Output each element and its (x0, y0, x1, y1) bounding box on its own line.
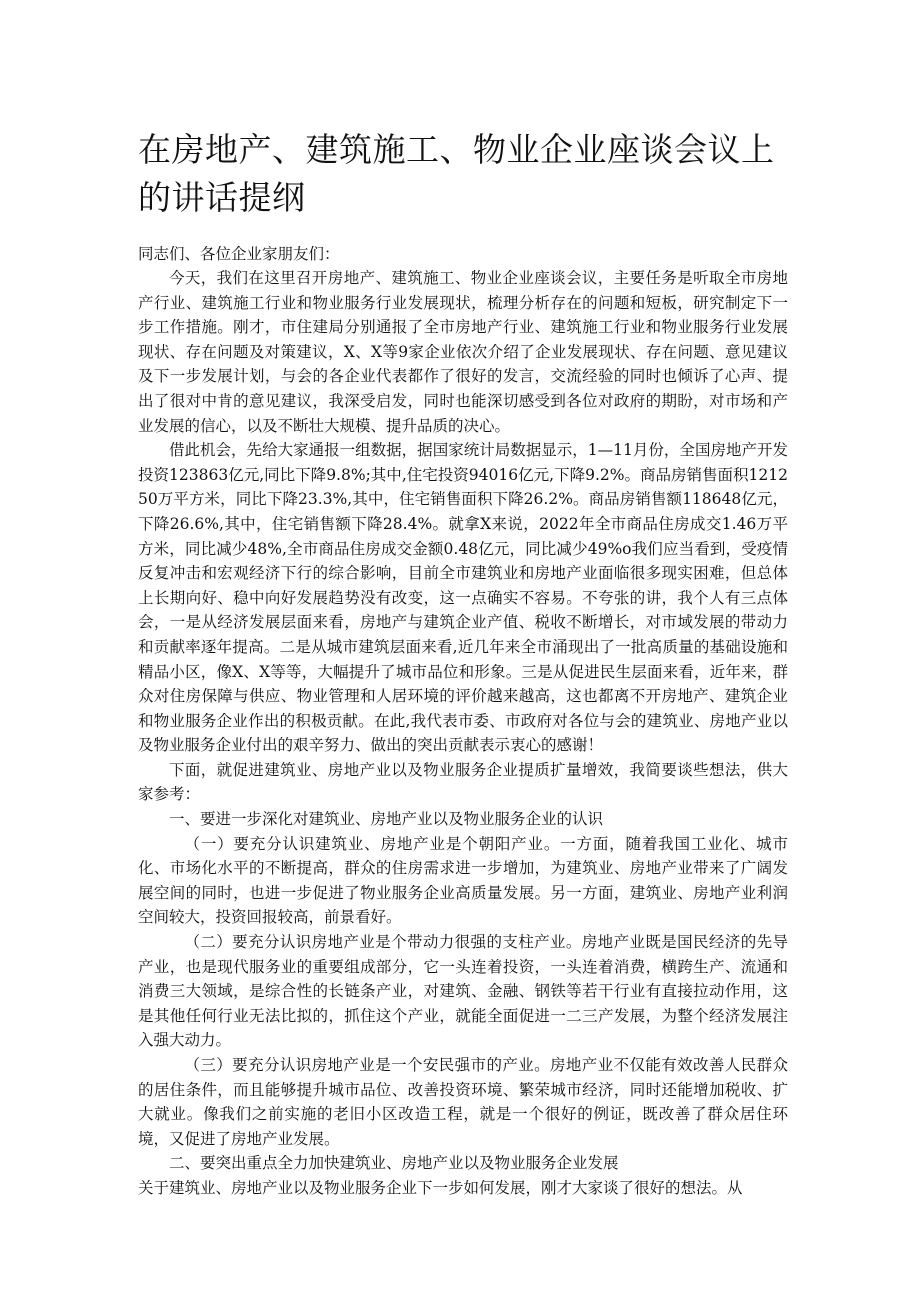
section1-item-3: （三）要充分认识房地产业是一个安民强市的产业。房地产业不仅能有效改善人民群众的居住条件，而且能够提升城市品位、改善投资环境、繁荣城市经济，同时还能增加税收、扩大就业。像我们之前实施的老旧小区改造工程，就是一个很好的例证，既改善了群众居住环境，又促进了房地产业发展。 (138, 1056, 788, 1148)
section-heading-2: 二、要突出重点全力加快建筑业、房地产业以及物业服务企业发展 (169, 1154, 619, 1173)
paragraph-opening: 今天，我们在这里召开房地产、建筑施工、物业企业座谈会议，主要任务是听取全市房地产行业、建筑施工行业和物业服务行业发展现状，梳理分析存在的问题和短板，研究制定下一步工作措施。刚才，市住建局分别通报了全市房地产行业、建筑施工行业和物业服务行业发展现状、存在问题及对策建议，X、X等9家企业依次介绍了企业发展现状、存在问题、意见建议及下一步发展计划，与会的各企业代表都作了很好的发言，交流经验的同时也倾诉了心声、提出了很对中肯的意见建议，我深受启发，同时也能深切感受到各位对政府的期盼，对市场和产业发展的信心，以及不断壮大规模、提升品质的决心。 (138, 269, 788, 435)
salutation: 同志们、各位企业家朋友们： (138, 245, 340, 263)
paragraph-statistics: 借此机会，先给大家通报一组数据，据国家统计局数据显示，1—11月份，全国房地产开发投资123863亿元,同比下降9.8%;其中,住宅投资94016亿元,下降9.2%。商品房销售面积121250万平方米，同比下降23.3%,其中，住宅销售面积下降26.2%。商品房销售额118648亿元，下降26.6%,其中，住宅销售额下降28.4%。就拿X来说，2022年全市商品住房成交1.46万平方米，同比减少48%,全市商品住房成交金额0.48亿元，同比减少49%o我们应当看到，受疫情反复冲击和宏观经济下行的综合影响，目前全市建筑业和房地产业面临很多现实困难，但总体上长期向好、稳中向好发展趋势没有改变，这一点确实不容易。不夸张的讲，我个人有三点体会，一是从经济发展层面来看，房地产与建筑企业产值、税收不断增长，对市域发展的带动力和贡献率逐年提高。二是从城市建筑层面来看,近几年来全市涌现出了一批高质量的基础设施和精品小区，像X、X等等，大幅提升了城市品位和形象。三是从促进民生层面来看，近年来，群众对住房保障与供应、物业管理和人居环境的评价越来越高，这也都离不开房地产、建筑企业和物业服务企业作出的积极贡献。在此,我代表市委、市政府对各位与会的建筑业、房地产业以及物业服务企业付出的艰辛努力、做出的突出贡献表示衷心的感谢！ (138, 441, 788, 755)
paragraph-transition: 下面，就促进建筑业、房地产业以及物业服务企业提质扩量增效，我简要谈些想法，供大家参考： (138, 760, 788, 804)
document-title: 在房地产、建筑施工、物业企业座谈会议上的讲话提纲 (138, 130, 775, 217)
section-heading-1: 一、要进一步深化对建筑业、房地产业以及物业服务企业的认识 (169, 810, 604, 829)
section2-paragraph: 关于建筑业、房地产业以及物业服务企业下一步如何发展，刚才大家谈了很好的想法。从 (138, 1178, 743, 1197)
section1-item-1: （一）要充分认识建筑业、房地产业是个朝阳产业。一方面，随着我国工业化、城市化、市场化水平的不断提高，群众的住房需求进一步增加，为建筑业、房地产业带来了广阔发展空间的同时，也进一步促进了物业服务企业高质量发展。另一方面，建筑业、房地产业利润空间较大，投资回报较高，前景看好。 (138, 834, 788, 927)
section1-item-2: （二）要充分认识房地产业是个带动力很强的支柱产业。房地产业既是国民经济的先导产业，也是现代服务业的重要组成部分，它一头连着投资，一头连着消费，横跨生产、流通和消费三大领域，是综合性的长链条产业，对建筑、金融、钢铁等若干行业有直接拉动作用，这是其他任何行业无法比拟的，抓住这个产业，就能全面促进一二三产发展，为整个经济发展注入强大动力。 (138, 933, 788, 1050)
